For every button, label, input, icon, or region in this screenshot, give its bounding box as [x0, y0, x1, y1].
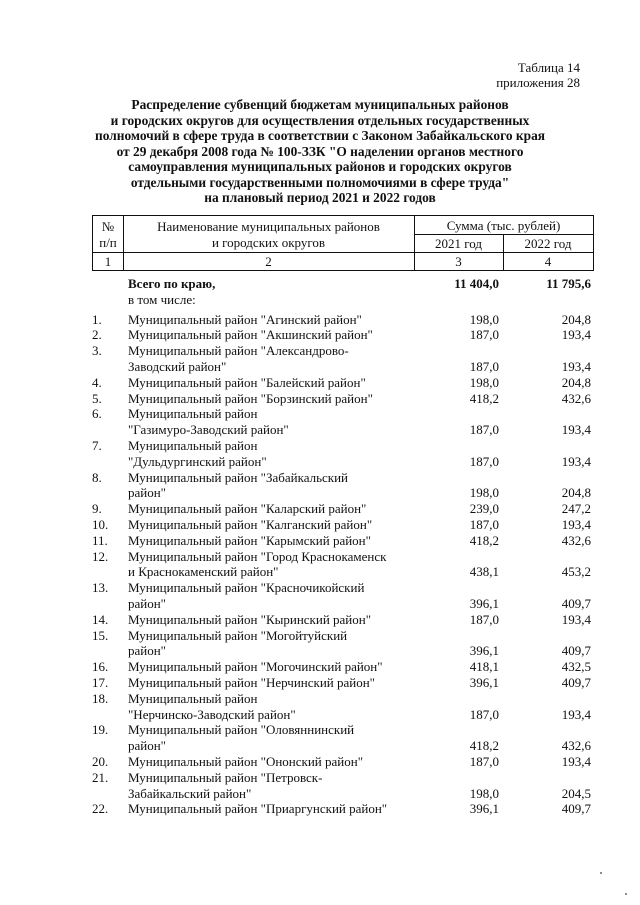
title-line: отдельными государственными полномочиями в сфере труда" [130, 174, 510, 190]
total-2022: 11 795,6 [546, 276, 591, 291]
row-number: 17. [92, 674, 109, 690]
amount-2021: 418,2 [469, 738, 499, 754]
title-line: полномочий в сфере труда в соответствии с Законом Забайкальского края [94, 128, 546, 143]
row-number: 15. [92, 627, 109, 643]
amount-2022: 193,4 [561, 611, 591, 627]
amount-2021: 187,0 [469, 753, 499, 769]
title-line: самоуправления муниципальных районов и городских округов [128, 159, 512, 174]
municipality-name-line: "Дульдургинский район" [128, 453, 267, 469]
municipality-name [128, 580, 418, 612]
municipality-name [128, 691, 418, 723]
table-row [92, 327, 612, 343]
amount-2021: 198,0 [469, 374, 499, 390]
row-number: 5. [92, 390, 102, 406]
amount-2022: 204,8 [561, 485, 591, 501]
municipality-name [128, 406, 418, 438]
amount-2022: 409,7 [561, 801, 591, 817]
municipality-name [128, 675, 418, 691]
header-year-2021: 2021 год [435, 236, 482, 251]
municipality-name-line: Муниципальный район "Могочинский район" [128, 659, 383, 675]
municipality-name-line: Муниципальный район "Каларский район" [128, 501, 367, 517]
table-body [92, 276, 612, 817]
table-row [92, 770, 612, 802]
municipality-name-line: Муниципальный район [128, 690, 258, 706]
row-number: 21. [92, 769, 109, 785]
amount-2021: 418,1 [469, 659, 499, 675]
municipality-name-line: "Газимуро-Заводский район" [128, 422, 289, 438]
amount-2021: 198,0 [469, 485, 499, 501]
municipality-name-line: Муниципальный район "Ононский район" [128, 753, 364, 769]
scan-speck [625, 893, 627, 895]
row-number: 19. [92, 722, 109, 738]
amount-2022: 204,8 [561, 374, 591, 390]
municipality-name [128, 533, 418, 549]
amount-2021: 418,2 [469, 532, 499, 548]
municipality-name [128, 770, 418, 802]
municipality-name-line: район" [128, 643, 166, 659]
municipality-name-line: "Нерчинско-Заводский район" [128, 706, 296, 722]
table-row [92, 675, 612, 691]
column-number-2: 2 [265, 254, 272, 269]
amount-2021: 239,0 [469, 501, 499, 517]
municipality-name-line: Муниципальный район "Оловяннинский [128, 722, 355, 738]
title-line: на плановый период 2021 и 2022 годов [204, 190, 436, 205]
table-row [92, 517, 612, 533]
amount-2022: 432,6 [561, 390, 591, 406]
amount-2021: 438,1 [469, 564, 499, 580]
amount-2021: 396,1 [469, 801, 499, 817]
row-number: 20. [92, 753, 109, 769]
municipality-name [128, 517, 418, 533]
amount-2021: 198,0 [469, 311, 499, 327]
subtotal-caption-row [92, 292, 612, 308]
amount-2022: 204,5 [561, 785, 591, 801]
table-header [92, 215, 594, 271]
municipality-name [128, 754, 418, 770]
table-row [92, 406, 612, 438]
total-2021: 11 404,0 [454, 276, 499, 291]
header-year-2022: 2022 год [524, 236, 572, 251]
municipality-name-line: Муниципальный район "Город Краснокаменск [128, 548, 387, 564]
amount-2021: 187,0 [469, 706, 499, 722]
amount-2021: 198,0 [469, 785, 499, 801]
municipality-name-line: Муниципальный район "Калганский район" [128, 516, 373, 532]
row-number: 9. [92, 501, 102, 517]
municipality-name [128, 375, 418, 391]
appendix-number: приложения 28 [496, 75, 580, 90]
municipality-name [128, 722, 418, 754]
row-number: 13. [92, 580, 109, 596]
row-number: 22. [92, 801, 109, 817]
table-row [92, 343, 612, 375]
municipality-name [128, 438, 418, 470]
row-divider [93, 252, 593, 253]
municipality-name-line: район" [128, 738, 166, 754]
table-row [92, 722, 612, 754]
municipality-name [128, 549, 418, 581]
municipality-name [128, 659, 418, 675]
header-name-line2: и городских округов [211, 235, 326, 250]
amount-2021: 396,1 [469, 674, 499, 690]
municipality-name-line: Муниципальный район "Нерчинский район" [128, 674, 375, 690]
table-row [92, 391, 612, 407]
table-row [92, 470, 612, 502]
table-number: Таблица 14 [517, 60, 580, 75]
amount-2022: 432,6 [561, 532, 591, 548]
municipality-name-line: Муниципальный район "Петровск- [128, 769, 323, 785]
title-line: и городских округов для осуществления отдельных государственных [110, 112, 530, 128]
table-row [92, 580, 612, 612]
table-row [92, 612, 612, 628]
municipality-name [128, 343, 418, 375]
scan-speck [600, 872, 602, 874]
row-number: 18. [92, 690, 109, 706]
header-num-line2: п/п [99, 235, 117, 250]
municipality-name-line: Муниципальный район "Могойтуйский [128, 627, 348, 643]
municipality-name-line: Муниципальный район "Борзинский район" [128, 390, 373, 406]
row-number: 1. [92, 311, 102, 327]
amount-2022: 193,4 [561, 358, 591, 374]
amount-2022: 193,4 [561, 706, 591, 722]
amount-2021: 187,0 [469, 422, 499, 438]
municipality-name-line: Муниципальный район "Александрово- [128, 343, 349, 359]
row-number: 11. [92, 532, 108, 548]
table-reference [496, 60, 580, 90]
table-row [92, 312, 612, 328]
title-line: от 29 декабря 2008 года № 100-ЗЗК "О наделении органов местного [116, 143, 524, 159]
municipality-name-line: Муниципальный район "Красночикойский [128, 580, 365, 596]
amount-2022: 432,6 [561, 738, 591, 754]
row-number: 8. [92, 469, 102, 485]
table-row [92, 375, 612, 391]
amount-2022: 432,5 [561, 659, 591, 675]
amount-2022: 409,7 [561, 595, 591, 611]
municipality-name-line: район" [128, 485, 166, 501]
municipality-name-line: Заводский район" [128, 358, 227, 374]
amount-2022: 193,4 [561, 422, 591, 438]
row-number: 7. [92, 437, 102, 453]
municipality-name [128, 327, 418, 343]
row-number: 2. [92, 327, 102, 343]
column-number-3: 3 [455, 254, 462, 269]
amount-2022: 409,7 [561, 674, 591, 690]
row-number: 14. [92, 611, 109, 627]
amount-2022: 193,4 [561, 327, 591, 343]
header-num-line1: № [101, 219, 115, 234]
table-row [92, 438, 612, 470]
municipality-name-line: Муниципальный район "Акшинский район" [128, 327, 373, 343]
row-number: 4. [92, 374, 102, 390]
municipality-name-line: Муниципальный район "Кыринский район" [128, 611, 372, 627]
table-row [92, 801, 612, 817]
table-row [92, 691, 612, 723]
column-number-1: 1 [104, 254, 112, 269]
municipality-name [128, 801, 418, 817]
amount-2021: 187,0 [469, 516, 499, 532]
municipality-name [128, 312, 418, 328]
row-number: 12. [92, 548, 109, 564]
municipality-name-line: Муниципальный район "Балейский район" [128, 374, 366, 390]
municipality-name [128, 501, 418, 517]
table-row [92, 628, 612, 660]
municipality-name [128, 470, 418, 502]
table-row [92, 533, 612, 549]
column-number-4: 4 [544, 254, 552, 269]
total-label: Всего по краю, [128, 276, 216, 291]
municipality-name-line: Муниципальный район "Агинский район" [128, 311, 362, 327]
table-row [92, 501, 612, 517]
municipality-name-line: Муниципальный район "Карымский район" [128, 532, 371, 548]
amount-2022: 193,4 [561, 753, 591, 769]
municipality-name-line: Забайкальский район" [128, 785, 252, 801]
municipality-name-line: Муниципальный район "Забайкальский [128, 469, 349, 485]
table-row [92, 549, 612, 581]
amount-2022: 204,8 [561, 311, 591, 327]
amount-2021: 187,0 [469, 327, 499, 343]
subtotal-caption: в том числе: [128, 291, 196, 307]
municipality-name-line: Муниципальный район [128, 437, 258, 453]
amount-2021: 187,0 [469, 611, 499, 627]
municipality-name [128, 612, 418, 628]
amount-2021: 396,1 [469, 595, 499, 611]
document-title [60, 97, 580, 206]
table-row [92, 754, 612, 770]
amount-2022: 409,7 [561, 643, 591, 659]
row-number: 16. [92, 659, 109, 675]
municipality-name-line: район" [128, 595, 166, 611]
row-number: 10. [92, 516, 109, 532]
amount-2022: 247,2 [561, 501, 591, 517]
header-sum: Сумма (тыс. рублей) [446, 218, 561, 233]
amount-2021: 396,1 [469, 643, 499, 659]
header-name-line1: Наименование муниципальных районов [157, 219, 380, 234]
row-divider [414, 234, 593, 235]
amount-2022: 193,4 [561, 516, 591, 532]
municipality-name [128, 628, 418, 660]
total-row [92, 276, 612, 292]
municipality-name-line: Муниципальный район [128, 406, 258, 422]
amount-2021: 187,0 [469, 358, 499, 374]
amount-2021: 187,0 [469, 453, 499, 469]
title-line: Распределение субвенций бюджетам муниципальных районов [131, 97, 509, 112]
table-row [92, 659, 612, 675]
municipality-name [128, 391, 418, 407]
amount-2021: 418,2 [469, 390, 499, 406]
municipality-name-line: Муниципальный район "Приаргунский район" [128, 801, 388, 817]
amount-2022: 193,4 [561, 453, 591, 469]
row-number: 6. [92, 406, 102, 422]
municipality-name-line: и Краснокаменский район" [128, 564, 279, 580]
row-number: 3. [92, 343, 102, 359]
amount-2022: 453,2 [561, 564, 591, 580]
